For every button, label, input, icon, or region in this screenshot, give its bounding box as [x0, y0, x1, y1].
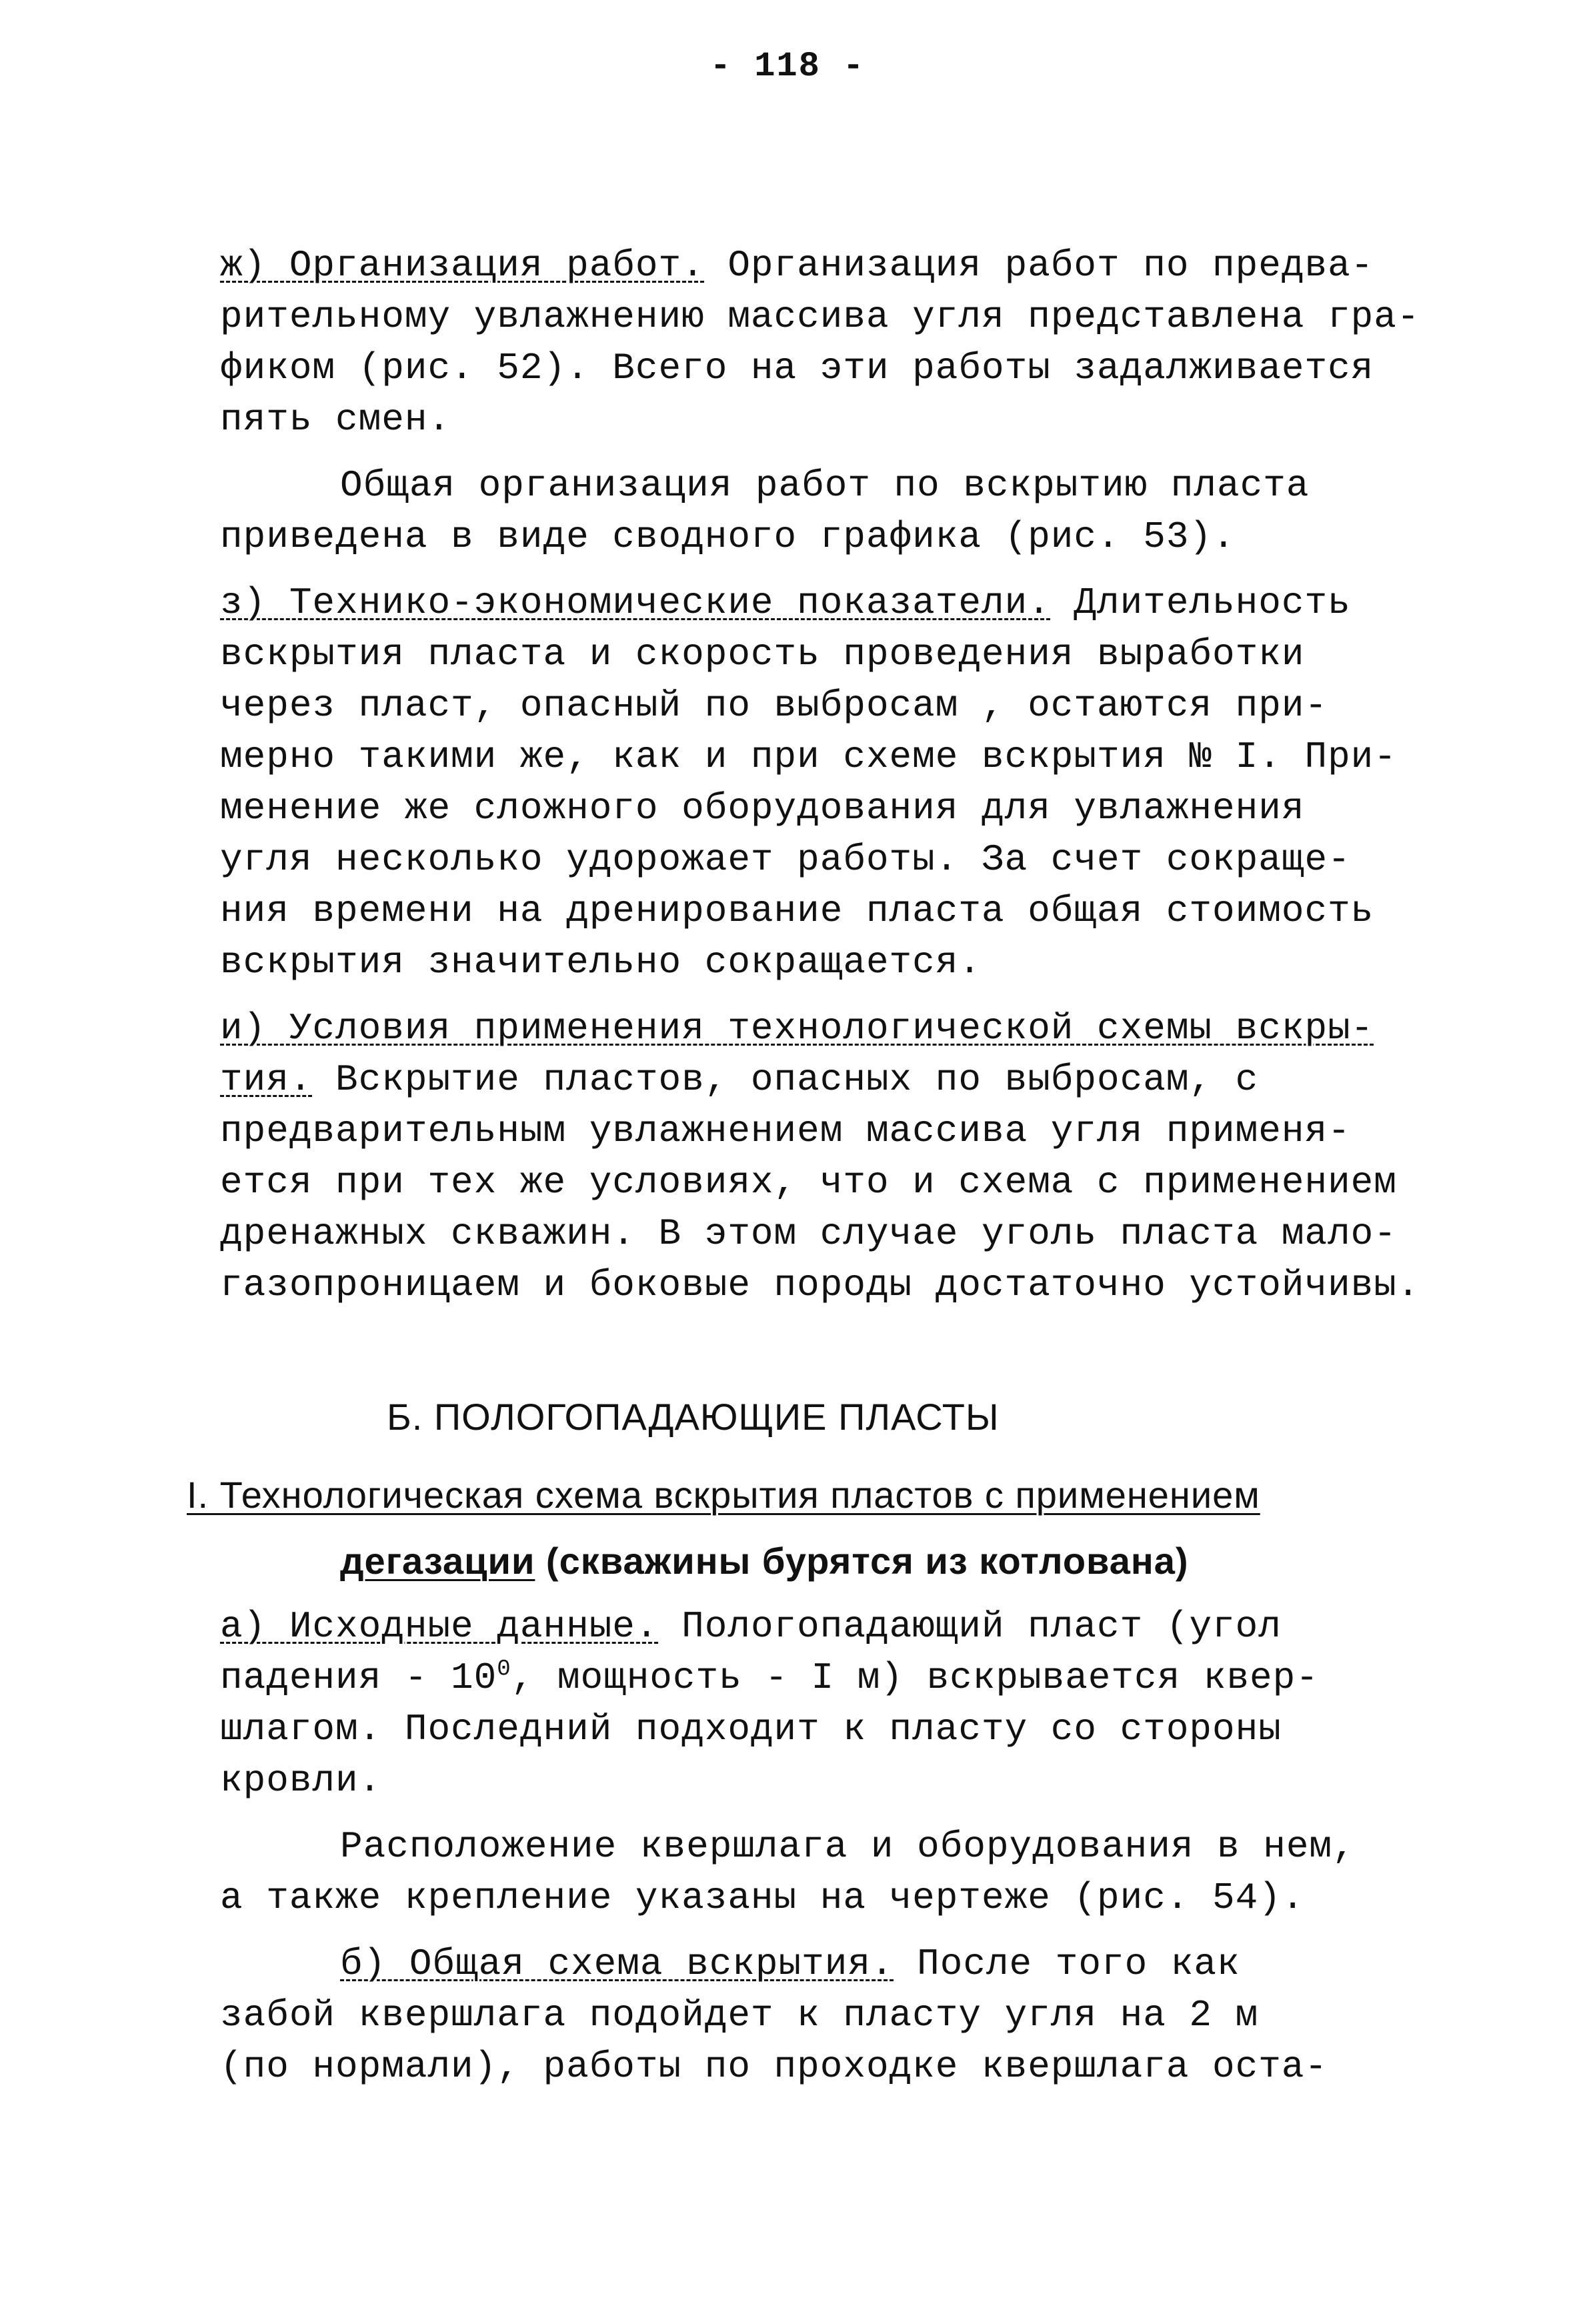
- text-line: (по нормали), работы по проходке квершлага оста-: [220, 2045, 1328, 2088]
- text-line: дренажных скважин. В этом случае уголь пласта мало-: [220, 1212, 1397, 1255]
- text-line: пять смен.: [220, 398, 451, 441]
- section-b-heading: Б. ПОЛОГОПАДАЮЩИЕ ПЛАСТЫ: [387, 1396, 1000, 1438]
- text-line: рительному увлажнению массива угля представлена гра-: [220, 295, 1420, 338]
- text-line: газопроницаем и боковые породы достаточно устойчивы.: [220, 1264, 1420, 1306]
- text-line: кровли.: [220, 1759, 382, 1802]
- section-zh-line-1: ж) Организация работ. Организация работ по предва-: [220, 244, 1374, 287]
- text-line: Общая организация работ по вскрытию пласта: [340, 464, 1310, 507]
- text-line: ется при тех же условиях, что и схема с применением: [220, 1161, 1397, 1204]
- scheme-1-heading-line-2: дегазации (скважины бурятся из котлована): [340, 1540, 1189, 1582]
- text-line: мерно такими же, как и при схеме вскрытия № I. При-: [220, 736, 1397, 778]
- text-line: предварительным увлажнением массива угля применя-: [220, 1110, 1351, 1152]
- text-line: вскрытия пласта и скорость проведения выработки: [220, 633, 1305, 676]
- text-line: через пласт, опасный по выбросам , остаются при-: [220, 684, 1328, 727]
- section-a-label: а) Исходные данные.: [220, 1605, 659, 1648]
- page-number: - 118 -: [709, 47, 866, 86]
- text-line: приведена в виде сводного графика (рис. 53).: [220, 515, 1236, 558]
- section-b-label: б) Общая схема вскрытия.: [340, 1943, 894, 1985]
- page-body: [187, 240, 1420, 2093]
- section-b-line-1: б) Общая схема вскрытия. После того как: [340, 1943, 1240, 1985]
- text-line: Расположение квершлага и оборудования в нем,: [340, 1825, 1356, 1868]
- section-i-label-line-1: и) Условия применения технологической схемы вскры-: [220, 1007, 1374, 1050]
- text-line: фиком (рис. 52). Всего на эти работы задалживается: [220, 347, 1374, 389]
- section-z-line-1: з) Технико-экономические показатели. Длительность: [220, 582, 1351, 624]
- section-i-line-2: тия. Вскрытие пластов, опасных по выбросам, с: [220, 1058, 1259, 1101]
- scheme-1-heading-line-1: I. Технологическая схема вскрытия пластов с применением: [187, 1474, 1260, 1516]
- text-line: угля несколько удорожает работы. За счет сокраще-: [220, 838, 1351, 881]
- section-zh-label: ж) Организация работ.: [220, 244, 705, 287]
- section-z-label: з) Технико-экономические показатели.: [220, 582, 1051, 624]
- text-line: ния времени на дренирование пласта общая стоимость: [220, 890, 1374, 932]
- text-line: менение же сложного оборудования для увлажнения: [220, 787, 1305, 830]
- section-a-line-2: падения - $10^0$, мощность - I м) вскрывается квер-: [220, 1656, 1319, 1699]
- section-a-line-1: а) Исходные данные. Пологопадающий пласт (угол: [220, 1605, 1282, 1648]
- text-line: шлагом. Последний подходит к пласту со стороны: [220, 1708, 1282, 1751]
- text-line: а также крепление указаны на чертеже (рис. 54).: [220, 1877, 1305, 1919]
- text-line: забой квершлага подойдет к пласту угля на 2 м: [220, 1994, 1259, 2037]
- section-i-label-end: тия.: [220, 1058, 313, 1101]
- text-line: вскрытия значительно сокращается.: [220, 941, 982, 984]
